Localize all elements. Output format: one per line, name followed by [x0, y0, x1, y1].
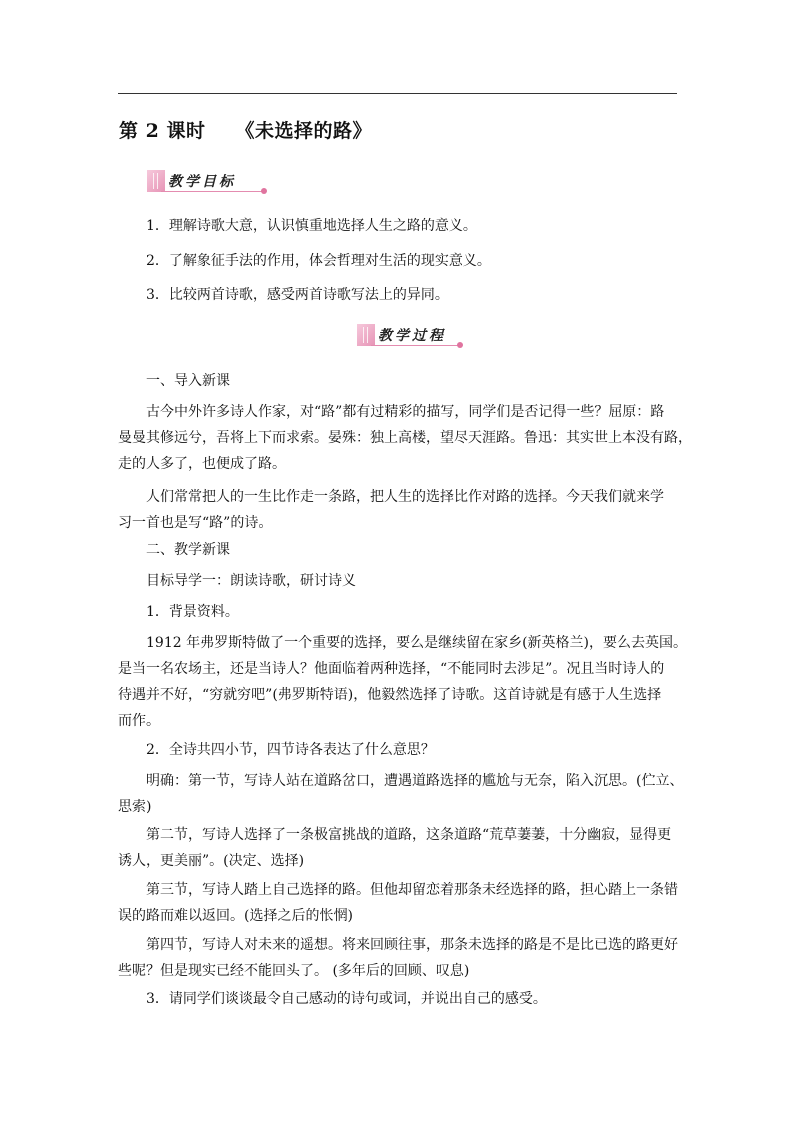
- label-tab-icon: [147, 170, 165, 192]
- paragraph-road-metaphor: 人们常常把人的一生比作走一条路，把人生的选择比作对路的选择。今天我们就来学 习一首也是写“路”的诗。: [118, 489, 664, 531]
- process-section-label: [357, 324, 469, 348]
- heading-new-lesson: 二、教学新课: [146, 542, 230, 558]
- lesson-period: 第 2 课时: [119, 120, 206, 142]
- guide-goal-1: 目标导学一：朗读诗歌，研讨诗义: [146, 573, 356, 589]
- objective-2: 2．了解象征手法的作用，体会哲理对生活的现实意义。: [146, 253, 491, 269]
- paragraph-stanza-3: 第三节，写诗人踏上自己选择的路。但他却留恋着那条未经选择的路，担心踏上一条错 误的路而难以返回。(选择之后的怅惘): [118, 882, 678, 924]
- item-favorite-lines: 3．请同学们谈谈最令自己感动的诗句或词，并说出自己的感受。: [146, 991, 547, 1007]
- paragraph-stanza-1: 明确：第一节，写诗人站在道路岔口，遭遇道路选择的尴尬与无奈，陷入沉思。(伫立、 思索): [118, 773, 684, 815]
- lesson-name: 《未选择的路》: [235, 120, 372, 142]
- label-dot-icon: [457, 342, 463, 348]
- paragraph-intro: 古今中外许多诗人作家，对“路”都有过精彩的描写，同学们是否记得一些？屈原：路 曼曼其修远兮，吾将上下而求索。晏殊：独上高楼，望尽天涯路。鲁迅：其实世上本没有路， 走的人多了，也便成了路。: [118, 404, 692, 472]
- paragraph-background: 1912 年弗罗斯特做了一个重要的选择，要么是继续留在家乡(新英格兰)，要么去英国。 是当一名农场主，还是当诗人？他面临着两种选择，“不能同时去涉足”。况且当时诗人的 待遇并不好，“穷就穷吧”(弗罗斯特语)，他毅然选择了诗歌。这首诗就是有感于人生选择 而作。: [118, 635, 688, 729]
- objectives-label-text: 教学目标: [168, 174, 236, 190]
- objective-1: 1．理解诗歌大意，认识慎重地选择人生之路的意义。: [146, 218, 477, 234]
- objective-3: 3．比较两首诗歌，感受两首诗歌写法上的异同。: [146, 287, 449, 303]
- label-tab-icon: [357, 324, 375, 346]
- objectives-section-label: [147, 170, 272, 194]
- lesson-title: [119, 116, 372, 143]
- paragraph-stanza-4: 第四节，写诗人对未来的遥想。将来回顾往事，那条未选择的路是不是比已选的路更好 些呢？但是现实已经不能回头了。 (多年后的回顾、叹息): [118, 937, 678, 979]
- item-background: 1．背景资料。: [146, 604, 239, 620]
- header-rule: [118, 93, 677, 94]
- process-label-text: 教学过程: [378, 328, 446, 344]
- heading-intro: 一、导入新课: [146, 373, 230, 389]
- paragraph-stanza-2: 第二节，写诗人选择了一条极富挑战的道路，这条道路“荒草萋萋，十分幽寂，显得更 诱人，更美丽”。(决定、选择): [118, 827, 672, 869]
- label-dot-icon: [261, 188, 267, 194]
- item-four-stanzas: 2．全诗共四小节，四节诗各表达了什么意思？: [146, 742, 435, 758]
